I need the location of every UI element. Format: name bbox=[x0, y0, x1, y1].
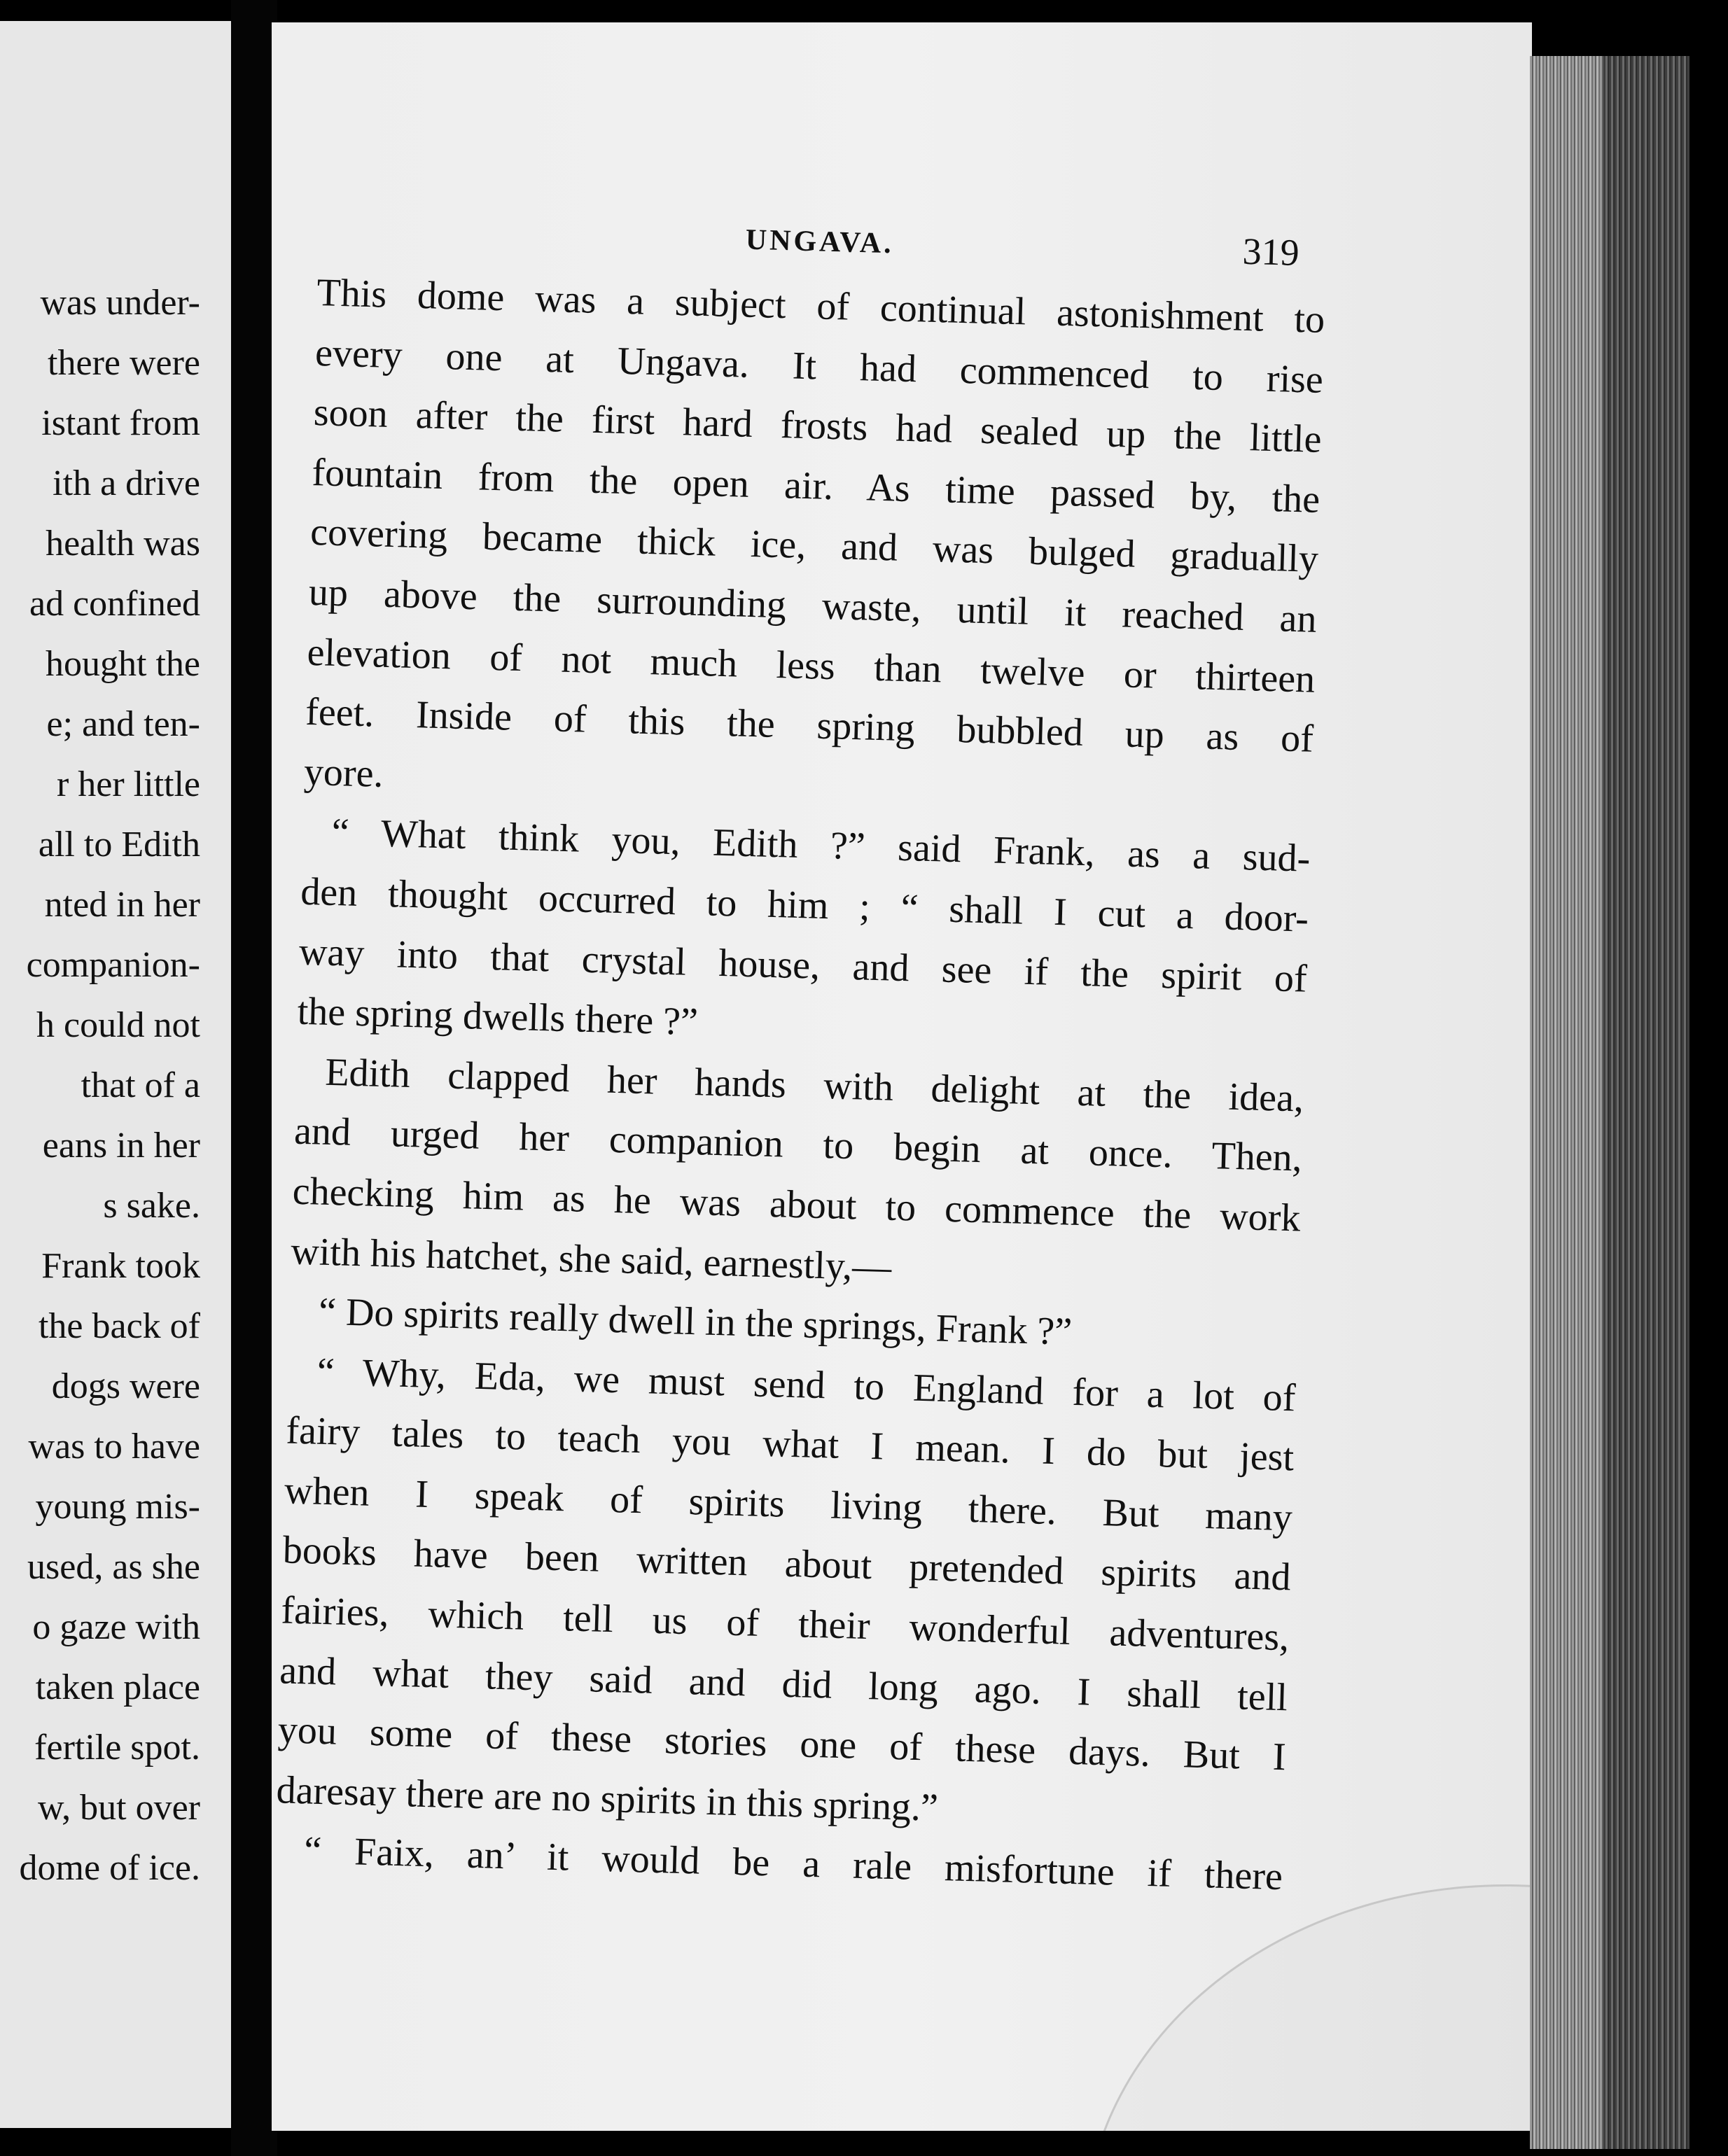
text-line: and urged her companion to begin at once. Then, bbox=[293, 1109, 1303, 1180]
text-line: the spring dwells there ?” bbox=[296, 989, 699, 1044]
left-page-line: r her little bbox=[56, 764, 200, 804]
text-line: way into that crystal house, and see if the spirit of bbox=[298, 930, 1308, 1001]
left-page-text bbox=[20, 273, 200, 1898]
text-line: and what they said and did long ago. I shall tell bbox=[279, 1648, 1288, 1719]
left-page-line: health was bbox=[46, 524, 200, 564]
text-line: feet. Inside of this the spring bubbled up as of bbox=[305, 690, 1314, 761]
text-line: up above the surrounding waste, until it reached an bbox=[308, 570, 1318, 641]
left-page-line: the back of bbox=[38, 1306, 200, 1346]
text-line: books have been written about pretended spirits and bbox=[282, 1528, 1292, 1600]
left-page-line: w, but over bbox=[37, 1788, 200, 1828]
left-page-line: dogs were bbox=[51, 1366, 200, 1406]
left-page-line: h could not bbox=[36, 1005, 200, 1045]
left-page-line: dome of ice. bbox=[19, 1848, 200, 1888]
text-line: “ Why, Eda, we must send to England for a lot of bbox=[316, 1350, 1297, 1420]
text-line: fairies, which tell us of their wonderful adventures, bbox=[280, 1588, 1290, 1660]
main-page bbox=[272, 22, 1532, 2131]
text-line: fairy tales to teach you what I mean. I do but jest bbox=[285, 1408, 1295, 1480]
left-page-line: ith a drive bbox=[53, 463, 200, 503]
text-line: every one at Ungava. It had commenced to rise bbox=[314, 330, 1324, 402]
left-page-line: was under- bbox=[40, 283, 200, 323]
left-page-line: e; and ten- bbox=[46, 704, 200, 744]
running-head: UNGAVA. bbox=[745, 223, 895, 260]
text-line: when I speak of spirits living there. But many bbox=[284, 1469, 1293, 1540]
text-line: “ Faix, an’ it would be a rale misfortune if there bbox=[303, 1828, 1283, 1899]
text-line: covering became thick ice, and was bulged gradually bbox=[309, 510, 1319, 582]
text-line: daresay there are no spirits in this spring.” bbox=[275, 1768, 939, 1830]
left-page-line: taken place bbox=[35, 1667, 200, 1707]
scan-border bbox=[1689, 0, 1728, 2156]
left-page-line: o gaze with bbox=[32, 1607, 200, 1647]
left-page-line: istant from bbox=[41, 403, 200, 443]
left-facing-page bbox=[0, 21, 231, 2128]
left-page-line: eans in her bbox=[42, 1126, 200, 1166]
text-line: fountain from the open air. As time passed by, the bbox=[311, 450, 1321, 522]
left-page-line: that of a bbox=[81, 1065, 200, 1105]
text-line: with his hatchet, she said, earnestly,— bbox=[290, 1229, 893, 1289]
text-line: checking him as he was about to commence the work bbox=[292, 1169, 1302, 1240]
page-edges-shadow bbox=[1603, 56, 1689, 2149]
text-line: yore. bbox=[303, 750, 384, 796]
text-line: “ What think you, Edith ?” said Frank, as a sud- bbox=[330, 811, 1311, 881]
left-page-line: all to Edith bbox=[38, 825, 200, 864]
left-page-line: s sake. bbox=[103, 1186, 200, 1226]
left-page-line: ad confined bbox=[29, 584, 200, 624]
text-line: “ Do spirits really dwell in the springs, Frank ?” bbox=[318, 1289, 1073, 1354]
left-page-line: young mis- bbox=[35, 1487, 200, 1527]
left-page-line: Frank took bbox=[41, 1246, 200, 1286]
book-gutter bbox=[231, 0, 277, 2156]
text-line: Edith clapped her hands with delight at the idea, bbox=[324, 1050, 1304, 1121]
left-page-line: was to have bbox=[28, 1427, 200, 1466]
text-line: den thought occurred to him ; “ shall I cut a door- bbox=[300, 869, 1309, 941]
left-page-line: there were bbox=[48, 343, 200, 383]
page-text-block bbox=[272, 22, 1532, 2131]
left-page-line: nted in her bbox=[44, 885, 200, 925]
text-line: This dome was a subject of continual astonishment to bbox=[316, 271, 1325, 342]
left-page-line: used, as she bbox=[27, 1547, 200, 1587]
left-page-line: companion- bbox=[26, 945, 200, 985]
left-page-line: fertile spot. bbox=[34, 1728, 200, 1768]
page-number: 319 bbox=[1241, 230, 1300, 274]
body-text bbox=[274, 263, 1325, 1907]
left-page-line: hought the bbox=[46, 644, 200, 684]
text-line: you some of these stories one of these days. But I bbox=[277, 1708, 1287, 1779]
text-line: elevation of not much less than twelve or thirteen bbox=[306, 630, 1316, 701]
text-line: soon after the first hard frosts had sealed up the little bbox=[313, 391, 1323, 462]
